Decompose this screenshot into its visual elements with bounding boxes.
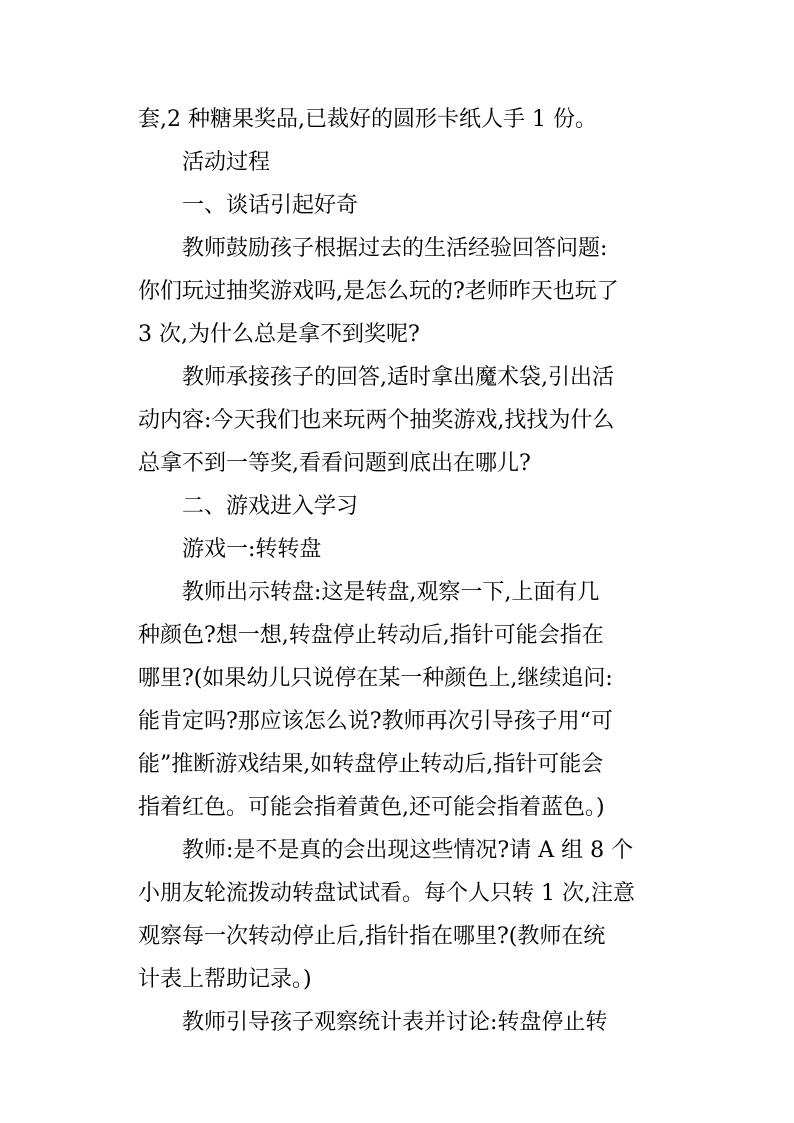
- section-heading: 二、游戏进入学习: [182, 494, 359, 519]
- text-line: 小朋友轮流拨动转盘试试看。每个人只转 1 次,注意: [138, 881, 635, 906]
- text-line: 种颜色?想一想,转盘停止转动后,指针可能会指在: [138, 623, 604, 648]
- text-line: 动内容:今天我们也来玩两个抽奖游戏,找找为什么: [138, 408, 615, 433]
- text-line: 3 次,为什么总是拿不到奖呢?: [138, 322, 420, 347]
- text-line: 套,2 种糖果奖品,已裁好的圆形卡纸人手 1 份。: [138, 107, 597, 132]
- text-line: 能肯定吗?那应该怎么说?教师再次引导孩子用“可: [138, 709, 613, 734]
- section-heading: 一、谈话引起好奇: [182, 193, 359, 218]
- text-line: 教师引导孩子观察统计表并讨论:转盘停止转: [182, 1010, 608, 1035]
- text-line: 观察每一次转动停止后,指针指在哪里?(教师在统: [138, 924, 606, 949]
- section-heading: 活动过程: [182, 150, 271, 175]
- text-line: 教师出示转盘:这是转盘,观察一下,上面有几: [182, 580, 600, 605]
- text-line: 你们玩过抽奖游戏吗,是怎么玩的?老师昨天也玩了: [138, 279, 619, 304]
- text-line: 总拿不到一等奖,看看问题到底出在哪儿?: [138, 451, 531, 476]
- document-body: [138, 98, 658, 1044]
- text-line: 教师鼓励孩子根据过去的生活经验回答问题:: [182, 236, 608, 261]
- text-line: 计表上帮助记录。): [138, 967, 312, 992]
- section-heading: 游戏一:转转盘: [182, 537, 322, 562]
- text-line: 哪里?(如果幼儿只说停在某一种颜色上,继续追问:: [138, 666, 613, 691]
- text-line: 指着红色。可能会指着黄色,还可能会指着蓝色。): [138, 795, 605, 820]
- text-line: 教师承接孩子的回答,适时拿出魔术袋,引出活: [182, 365, 614, 390]
- text-line: 能”推断游戏结果,如转盘停止转动后,指针可能会: [138, 752, 604, 777]
- text-line: 教师:是不是真的会出现这些情况?请 A 组 8 个: [182, 838, 634, 863]
